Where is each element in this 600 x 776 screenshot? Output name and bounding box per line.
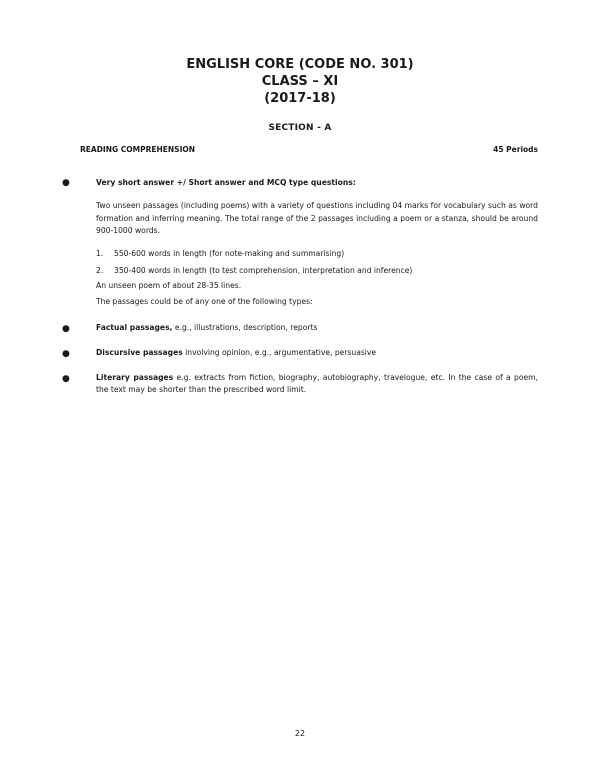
bullet-icon: ● (62, 374, 70, 384)
periods-label: 45 Periods (493, 145, 538, 154)
bullet-icon: ● (62, 178, 70, 188)
type-discursive-bold: Discursive passages (96, 348, 183, 357)
type-discursive-rest: involving opinion, e.g., argumentative, persuasive (182, 348, 377, 357)
passages-intro-line: The passages could be of any one of the following types: (96, 297, 313, 306)
type-literary-bold: Literary passages (96, 373, 174, 382)
bullet-icon: ● (62, 349, 70, 359)
numbered-item-2 (96, 265, 412, 277)
reading-comprehension-label: READING COMPREHENSION (80, 145, 196, 154)
numbered-item-1 (96, 248, 344, 260)
reading-comprehension-row (80, 145, 538, 154)
type-factual-bold: Factual passages, (96, 323, 173, 332)
question-type-heading: Very short answer +/ Short answer and MCQ type questions: (96, 178, 356, 187)
type-factual-rest: e.g., illustrations, description, reports (172, 323, 318, 332)
numbered-item-2-number: 2. (96, 266, 104, 275)
bullet-icon: ● (62, 324, 70, 334)
numbered-item-1-number: 1. (96, 249, 104, 258)
class-title: CLASS – XI (261, 74, 339, 89)
type-literary-rest: e.g. extracts from fiction, biography, autobiography, travelogue, etc. In the case of a poem, the text may be shorter than the prescribed word limit. (96, 373, 538, 394)
numbered-item-2-text: 350-400 words in length (to test comprehension, interpretation and inference) (114, 266, 413, 275)
section-heading: SECTION - A (268, 123, 332, 133)
type-factual (96, 322, 538, 334)
unseen-poem-line: An unseen poem of about 28-35 lines. (96, 281, 242, 290)
numbered-item-1-text: 550-600 words in length (for note-making and summarising) (114, 249, 345, 258)
course-title: ENGLISH CORE (CODE NO. 301) (186, 57, 414, 72)
title-block (0, 56, 600, 107)
type-discursive (96, 347, 538, 359)
year-title: (2017-18) (264, 91, 336, 106)
page-number: 22 (294, 729, 306, 738)
intro-paragraph: Two unseen passages (including poems) with a variety of questions including 04 marks for vocabulary such as word formation and inferring meaning. The total range of the 2 passages including a poem or a stanza, should be around 900-1000 words. (96, 201, 538, 235)
type-literary (96, 372, 538, 396)
